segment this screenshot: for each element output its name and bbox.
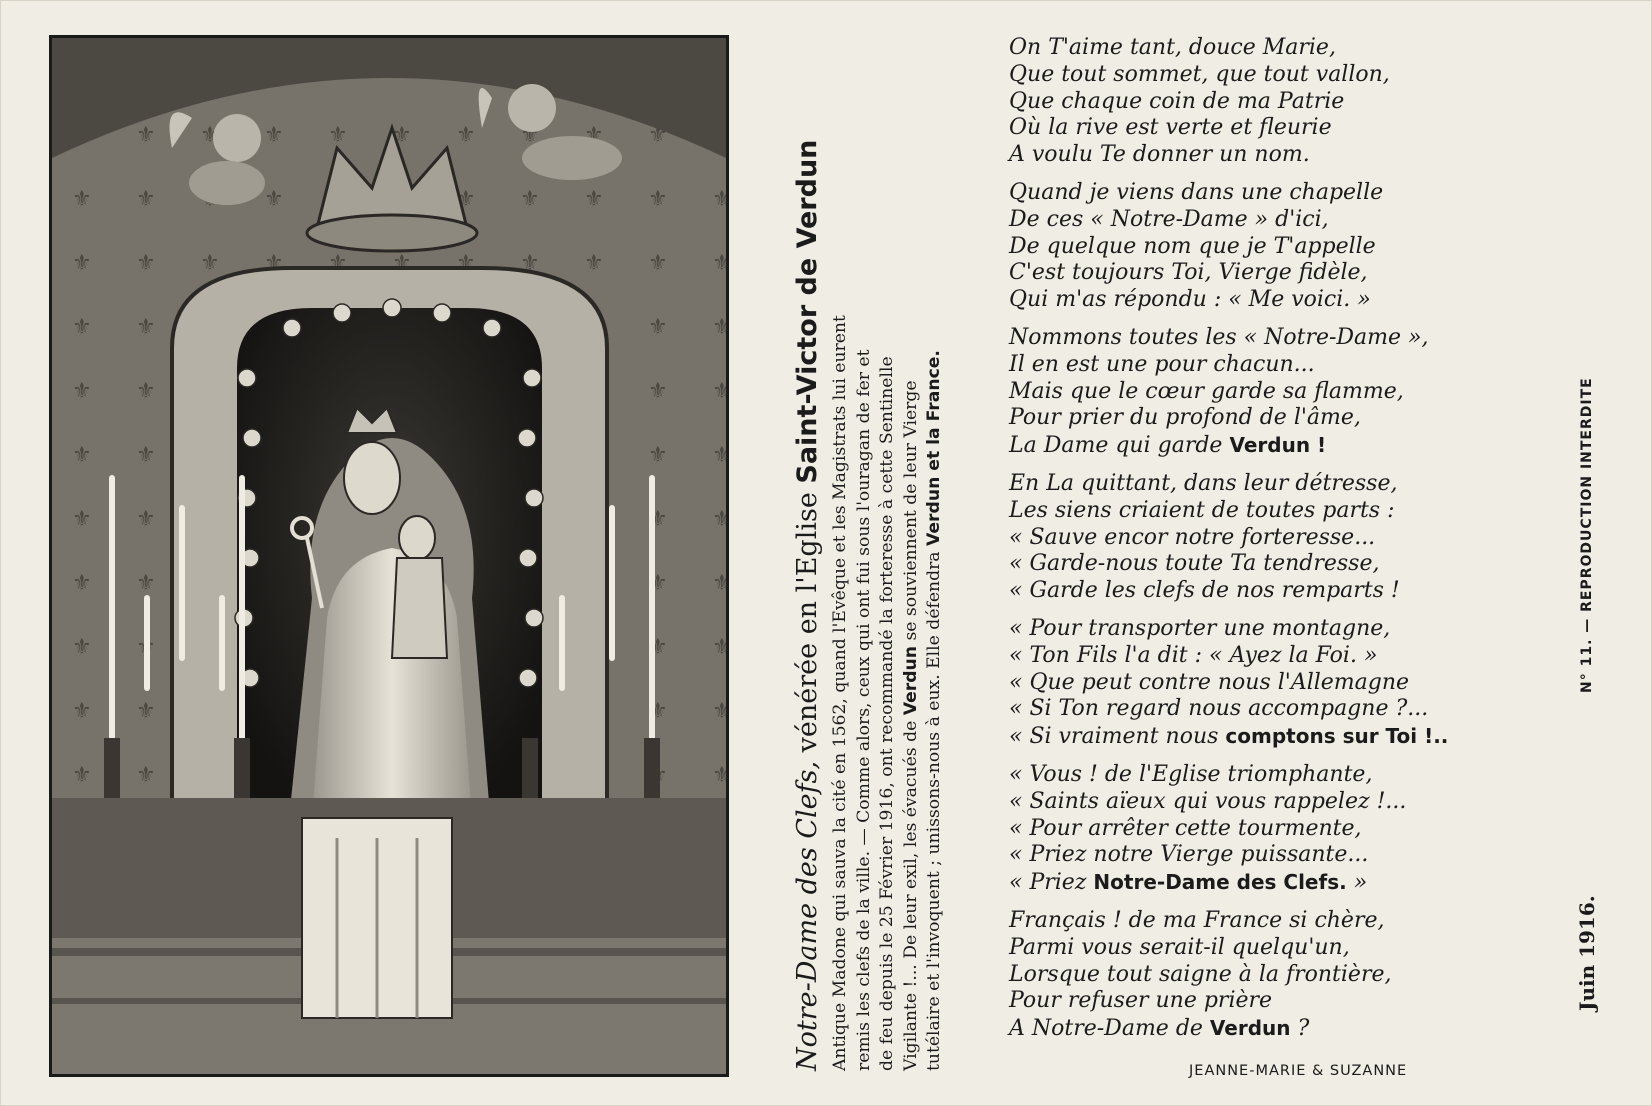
poem-line: Lorsque tout saigne à la frontière, [1009,961,1392,987]
poem-line: Nommons toutes les « Notre-Dame », [1009,324,1429,350]
poem-line-text: « Si vraiment nous [1009,724,1226,750]
poem-line: De ces « Notre-Dame » d'ici, [1009,206,1329,232]
poem-line: C'est toujours Toi, Vierge fidèle, [1009,260,1368,286]
poem-line: « Garde-nous toute Ta tendresse, [1009,551,1380,577]
stanza-2 [1009,180,1529,314]
stanza-6 [1009,762,1529,897]
caption-bold-text: Verdun [900,646,921,716]
poem-line: A voulu Te donner un nom. [1009,142,1310,168]
poem-line: « Ton Fils l'a dit : « Ayez la Foi. » [1009,642,1378,668]
poem-line [1009,432,1529,460]
poem-line: « Priez notre Vierge puissante... [1009,842,1369,868]
poem-line: « Pour transporter une montagne, [1009,615,1391,641]
poem-line [1009,869,1529,897]
caption-line [900,36,924,1071]
poem-signature: JEANNE-MARIE & SUZANNE [1189,1063,1408,1079]
caption-title-bold: Saint-Victor de Verdun [792,139,823,484]
stanza-5 [1009,616,1529,751]
caption-title-middle: vénérée en l'Eglise [792,483,823,761]
caption-line [923,36,947,1071]
publication-date: Juin 1916. [1575,895,1599,1011]
caption-text: tutélaire et l'invoquent ; unissons-nous à eux. Elle défendra [924,545,944,1071]
poem-line-text: « Priez [1009,870,1094,896]
altar-photo-illustration [52,38,726,1074]
poem-line: Il en est une pour chacun... [1009,351,1315,377]
caption-line: remis les clefs de la ville. — Comme alors, ceux qui ont fui sous l'ouragan de fer et [853,349,874,1071]
poem-line [1009,723,1529,751]
poem-line: Parmi vous serait-il quelqu'un, [1009,934,1350,960]
poem-line: Pour prier du profond de l'âme, [1009,405,1361,431]
stanza-1 [1009,35,1529,169]
poem-bold-text: Verdun [1209,1016,1291,1041]
poem-line: Quand je viens dans une chapelle [1009,179,1384,205]
caption-text: Vigilante !... De leur exil, les évacués de [900,715,921,1071]
caption-block [791,36,951,1071]
poem [1009,35,1529,1054]
poem-line-text: A Notre-Dame de [1009,1016,1210,1042]
stanza-4 [1009,471,1529,605]
poem-line-text: » [1346,870,1368,896]
poem-line-text: ? [1290,1016,1310,1042]
poem-line: « Vous ! de l'Eglise triomphante, [1009,761,1373,787]
caption-body [829,36,947,1071]
poem-line: « Que peut contre nous l'Allemagne [1009,669,1410,695]
poem-line: Français ! de ma France si chère, [1009,907,1385,933]
caption-title [791,36,825,1071]
poem-line: Pour refuser une prière [1009,988,1273,1014]
poem-line: Mais que le cœur garde sa flamme, [1009,378,1404,404]
poem-line: Qui m'as répondu : « Me voici. » [1009,287,1371,313]
poem-bold-text: Verdun ! [1229,433,1327,458]
poem-line: Que chaque coin de ma Patrie [1009,88,1345,114]
poem-line: Où la rive est verte et fleurie [1009,115,1332,141]
poem-line: Que tout sommet, que tout vallon, [1009,61,1390,87]
caption-line: de feu depuis le 25 Février 1916, ont recommandé la forteresse à cette Sentinelle [877,356,897,1071]
poem-line: Les siens criaient de toutes parts : [1009,497,1395,523]
poem-line-text: La Dame qui garde [1009,433,1230,459]
altar-cloth [302,818,452,1018]
poem-line: On T'aime tant, douce Marie, [1009,35,1336,60]
caption-line: Antique Madone qui sauva la cité en 1562, quand l'Evêque et les Magistrats lui eurent [830,315,850,1071]
statue-photograph [49,35,729,1077]
stanza-7 [1009,908,1529,1043]
poem-line: « Pour arrêter cette tourmente, [1009,815,1362,841]
poem-bold-text: Notre-Dame des Clefs. [1093,870,1347,895]
poem-line: « Sauve encor notre forteresse... [1009,524,1376,550]
caption-text: se souviennent de leur Vierge [900,380,921,646]
poem-line: « Garde les clefs de nos remparts ! [1009,578,1400,604]
poem-line: En La quittant, dans leur détresse, [1009,470,1398,496]
poem-line: « Saints aïeux qui vous rappelez !... [1009,788,1407,814]
reproduction-notice: N° 11. — REPRODUCTION INTERDITE [1579,377,1595,693]
poem-line: De quelque nom que je T'appelle [1009,233,1376,259]
poem-line [1009,1015,1529,1043]
stanza-3 [1009,325,1529,460]
poem-line: « Si Ton regard nous accompagne ?... [1009,696,1429,722]
poem-bold-text: comptons sur Toi !.. [1225,724,1449,749]
caption-bold-text: Verdun et la France. [924,350,944,546]
caption-title-italic: Notre-Dame des Clefs, [792,760,823,1071]
